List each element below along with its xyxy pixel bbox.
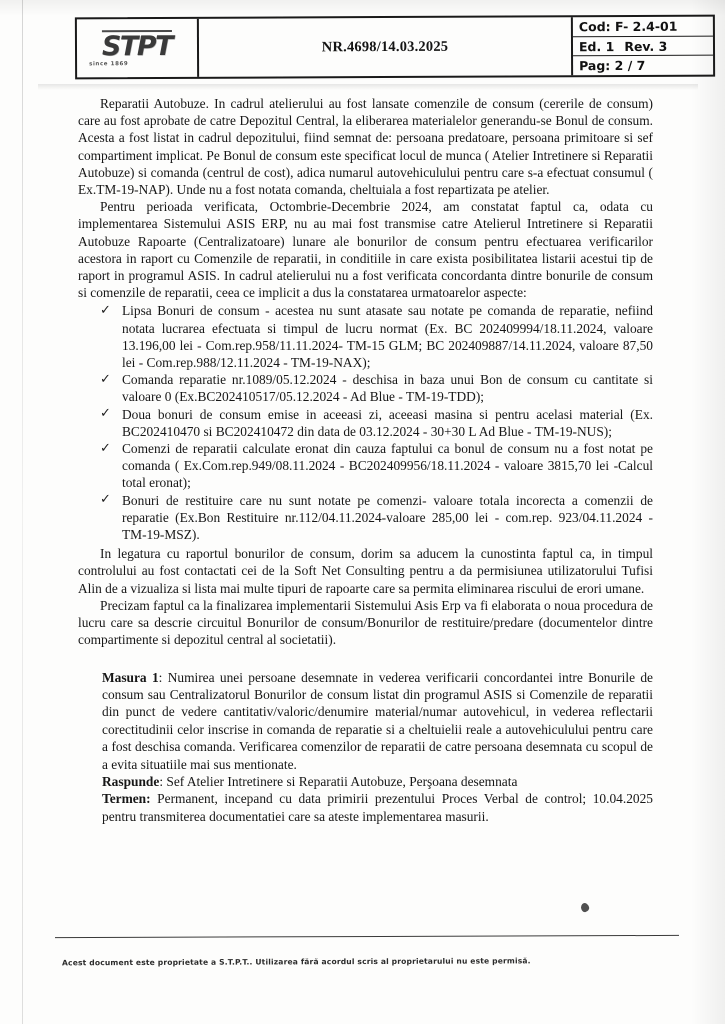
list-item bbox=[100, 440, 653, 492]
document-header-table bbox=[75, 15, 715, 80]
list-item bbox=[100, 302, 653, 371]
header-page-row bbox=[573, 56, 713, 75]
header-revision-label: Rev. 3 bbox=[624, 38, 668, 54]
ink-mark bbox=[580, 902, 590, 913]
list-item bbox=[100, 371, 653, 405]
responsible-line bbox=[102, 773, 653, 790]
paragraph-new-procedure: Precizam faptul ca la finalizarea implementarii Sistemului Asis Erp va fi elaborata o noua procedura de lucru care sa descrie circuitul Bonurilor de consum/Bonurilor de restituire/predare (documentelor dintre compartimente si depozitul central al societatii). bbox=[78, 597, 653, 648]
findings-list bbox=[78, 302, 653, 543]
document-number: NR.4698/14.03.2025 bbox=[321, 38, 449, 55]
list-item-text: Bonuri de restituire care nu sunt notate pe comenzi- valoare totala incorecta a comenzii de reparatie (Ex.Bon Restituire nr.112/04.11.2024-valoare 285,00 lei - com.rep. 923/04.11.2024 - TM-19-MSZ). bbox=[122, 492, 653, 543]
checkmark-icon: ✓ bbox=[100, 492, 111, 508]
header-edition-row bbox=[573, 36, 713, 56]
scan-shade-top bbox=[0, 0, 725, 16]
list-item bbox=[100, 492, 653, 544]
checkmark-icon: ✓ bbox=[100, 302, 111, 318]
document-body bbox=[78, 95, 653, 825]
responsible-text: : Sef Atelier Intretinere si Reparatii Autobuze, Perşoana desemnata bbox=[159, 773, 518, 789]
list-item-text: Comanda reparatie nr.1089/05.12.2024 - deschisa in baza unui Bon de consum cu cantitate si valoare 0 (Ex.BC202410517/05.12.2024 - Ad Blue - TM-19-TDD); bbox=[122, 372, 653, 405]
stpt-logo bbox=[85, 28, 189, 68]
deadline-label: Termen: bbox=[102, 791, 151, 807]
scan-edge-line bbox=[22, 0, 23, 1024]
list-item bbox=[100, 406, 653, 440]
logo-tagline: since 1869 bbox=[89, 60, 129, 67]
paragraph-period-findings: Pentru perioada verificata, Octombrie-Decembrie 2024, am constatat faptul ca, odata cu implementarea Sistemului ASIS ERP, nu au mai fost transmise catre Atelierul Intretinere si Reparatii Autobuze Rapoarte (Centralizatoare) lunare ale bonurilor de consum pentru efectuarea verificarilor acestora in raport cu Comenzile de reparatii, in conditiile in care exista posibilitatea listarii acestui tip de raport in programul ASIS. In cadrul atelierului nu a fost verificata concordanta dintre bonurile de consum si comenzile de reparatii, ceea ce implicit a dus la constatarea urmatoarelor aspecte: bbox=[78, 199, 653, 301]
measures-block bbox=[78, 669, 653, 826]
checkmark-icon: ✓ bbox=[100, 440, 111, 456]
footer-notice: Acest document este proprietate a S.T.P.T.. Utilizarea fără acordul scris al proprietarului nu este permisă. bbox=[61, 956, 531, 968]
list-item-text: Lipsa Bonuri de consum - acestea nu sunt atasate sau notate pe comanda de reparatie, nefiind notata lucrarea efectuata si timpul de lucru normat (Ex. BC 202409994/18.11.2024, valoare 13.196,00 lei - Com.rep.958/11.11.2024- TM-15 GLM; BC 202409887/14.11.2024, valoare 87,50 lei - Com.rep.988/12.11.2024 - TM-19-NAX); bbox=[122, 303, 653, 371]
header-meta-cell bbox=[573, 17, 713, 76]
checkmark-icon: ✓ bbox=[100, 371, 111, 387]
responsible-label: Raspunde bbox=[102, 773, 160, 789]
header-page-label: Pag: 2 / 7 bbox=[579, 58, 646, 74]
header-code-row bbox=[573, 17, 713, 37]
header-code-label: Cod: F- 2.4-01 bbox=[578, 18, 678, 35]
list-item-text: Doua bonuri de consum emise in aceeasi zi, aceeasi masina si pentru acelasi material (Ex. BC202410470 si BC202410472 din data de 03.12.2024 - 30+30 L Ad Blue - TM-19-NUS); bbox=[122, 406, 653, 439]
logo-wordmark: STPT bbox=[101, 30, 173, 62]
measure-text: : Numirea unei persoane desemnate in vederea verificarii concordantei intre Bonurile de consum sau Centralizatorul Bonurilor de consum listat din programul ASIS si Comenzile de reparatii din punct de vedere cantitativ/valoric/denumire material/numar autovehicul, in vederea reflectarii corectitudinii celor inscrise in comanda de reparatie si a cheltuielii reale a autovehiculului pentru care a fost deschisa comanda. Verificarea comenzilor de reparatii de catre persoana desemnata cu scopul de a evita situatiile mai sus mentionate. bbox=[102, 669, 653, 772]
header-title-cell bbox=[199, 17, 573, 77]
paragraph-intro: Reparatii Autobuze. In cadrul atelierului au fost lansate comenzile de consum (cererile de consum) care au fost aprobate de catre Depozitul Central, la eliberarea materialelor generandu-se Bonul de consum. Acesta a fost listat in cadrul depozitului, fiind semnat de: persoana predatoare, persoana primitoare si sef compartiment implicat. Pe Bonul de consum este specificat locul de munca ( Atelier Intretinere si Reparatii Autobuze) si comanda (centrul de cost), adica numarul autovehiculului pentru care s-a efectuat consumul ( Ex.TM-19-NAP). Unde nu a fost notata comanda, cheltuiala a fost repartizata pe atelier. bbox=[78, 96, 653, 198]
deadline-text: Permanent, incepand cu data primirii prezentului Proces Verbal de control; 10.04.2025 pentru transmiterea documentatiei care sa ateste implementarea masurii. bbox=[102, 791, 653, 824]
scan-skew-line bbox=[38, 84, 698, 90]
measure-label: Masura 1 bbox=[102, 669, 159, 685]
measure-1 bbox=[102, 669, 653, 773]
header-edition-label: Ed. 1 bbox=[578, 38, 615, 54]
footer-divider bbox=[55, 935, 679, 938]
checkmark-icon: ✓ bbox=[100, 406, 111, 422]
header-logo-cell bbox=[77, 19, 199, 78]
deadline-line bbox=[102, 790, 653, 825]
list-item-text: Comenzi de reparatii calculate eronat din cauza faptului ca bonul de consum nu a fost notat pe comanda ( Ex.Com.rep.949/08.11.2024 - BC202409956/18.11.2024 - valoare 3815,70 lei -Calcul total eronat); bbox=[122, 441, 653, 491]
scan-shade-right bbox=[691, 0, 725, 1024]
paragraph-soft-net-consulting: In legatura cu raportul bonurilor de consum, dorim sa aducem la cunostinta faptul ca, in timpul controlului au fost contactati cei de la Soft Net Consulting pentru a da permisiunea utilizatorului Tufisi Alin de a vizualiza si lista mai multe tipuri de rapoarte care sa permita eliminarea riscului de erori umane. bbox=[78, 546, 653, 596]
